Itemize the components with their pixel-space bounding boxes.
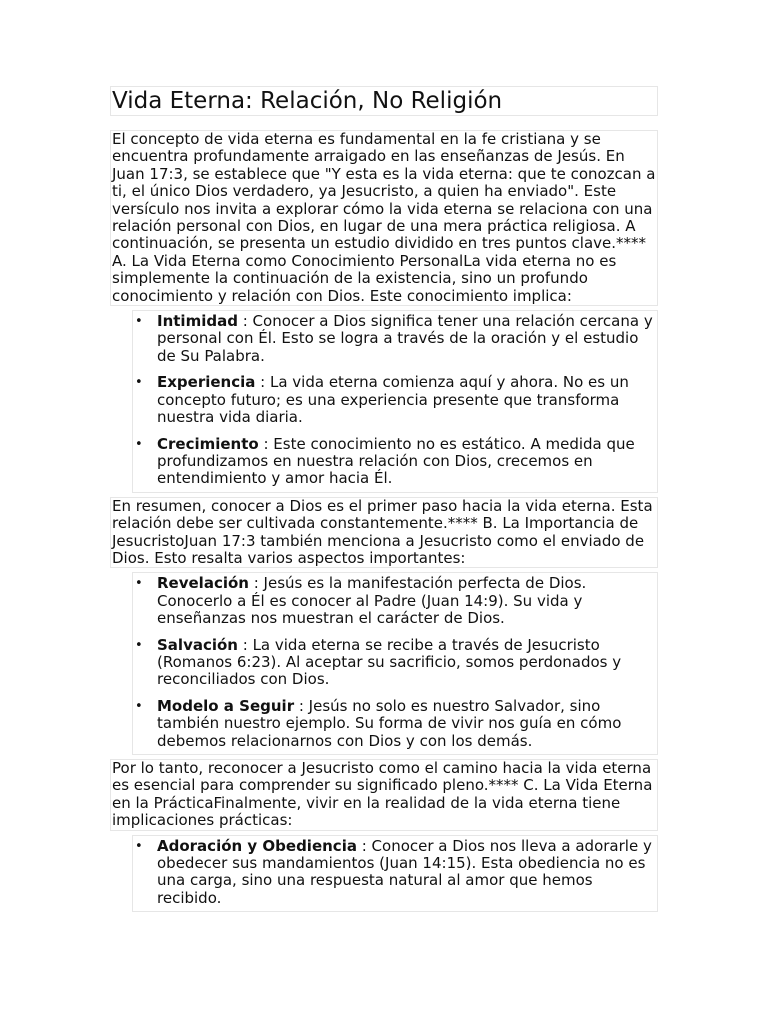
intro-paragraph: El concepto de vida eterna es fundamental en la fe cristiana y se encuentra profundamente arraigado en las enseñanzas de Jesús. En Juan 17:3, se establece que "Y esta es la vida eterna: que te conozcan a ti, el único Dios verdadero, ya Jesucristo, a quien ha enviado". Este versículo nos invita a explorar cómo la vida eterna se relaciona con una relación personal con Dios, en lugar de una mera práctica religiosa. A continuación, se presenta un estudio dividido en tres puntos clave.**** A. La Vida Eterna como Conocimiento PersonalLa vida eterna no es simplemente la continuación de la existencia, sino un profundo conocimiento y relación con Dios. Este conocimiento implica: — [110, 130, 658, 306]
list-item — [135, 373, 657, 427]
list-item — [135, 696, 657, 750]
list-c — [132, 835, 658, 913]
list-item-text: : Este conocimiento no es estático. A medida que profundizamos en nuestra relación con Dios, crecemos en entendimiento y amor hacia Él. — [157, 434, 635, 488]
list-item — [135, 434, 657, 488]
list-item — [135, 635, 657, 689]
list-item-text: : Conocer a Dios nos lleva a adorarle y obedecer sus mandamientos (Juan 14:15). Esta obediencia no es una carga, sino una respuesta natural al amor que hemos recibido. — [157, 836, 652, 907]
bullet-icon: • — [135, 375, 143, 391]
page-title: Vida Eterna: Relación, No Religión — [110, 86, 658, 116]
list-item-term: Revelación — [157, 574, 249, 593]
list-item-text: : La vida eterna se recibe a través de Jesucristo (Romanos 6:23). Al aceptar su sacrificio, somos perdonados y reconciliados con Dios. — [157, 635, 622, 689]
list-item-text: : La vida eterna comienza aquí y ahora. No es un concepto futuro; es una experiencia presente que transforma nuestra vida diaria. — [157, 373, 629, 427]
list-item — [135, 574, 657, 628]
list-item-text: : Jesús es la manifestación perfecta de Dios. Conocerlo a Él es conocer al Padre (Juan 14:9). Su vida y enseñanzas nos muestran el carácter de Dios. — [157, 574, 587, 628]
bullet-icon: • — [135, 576, 143, 592]
list-item-term: Crecimiento — [157, 434, 259, 453]
bullet-icon: • — [135, 637, 143, 653]
list-item-text: : Conocer a Dios significa tener una relación cercana y personal con Él. Esto se logra a través de la oración y el estudio de Su Palabra. — [157, 312, 653, 365]
list-item-term: Salvación — [157, 635, 238, 654]
list-item-term: Modelo a Seguir — [157, 696, 295, 715]
section-c-paragraph: Por lo tanto, reconocer a Jesucristo como el camino hacia la vida eterna es esencial para comprender su significado pleno.**** C. La Vida Eterna en la PrácticaFinalmente, vivir en la realidad de la vida eterna tiene implicaciones prácticas: — [110, 759, 658, 831]
document-page — [110, 86, 658, 916]
list-item-term: Intimidad — [157, 312, 238, 331]
list-a — [132, 310, 658, 493]
bullet-icon: • — [135, 698, 143, 714]
bullet-icon: • — [135, 838, 143, 854]
list-item — [135, 836, 657, 908]
section-b-paragraph: En resumen, conocer a Dios es el primer paso hacia la vida eterna. Esta relación debe ser cultivada constantemente.**** B. La Importancia de JesucristoJuan 17:3 también menciona a Jesucristo como el enviado de Dios. Esto resalta varios aspectos importantes: — [110, 497, 658, 569]
list-b — [132, 572, 658, 755]
list-item-term: Adoración y Obediencia — [157, 836, 357, 855]
list-item-term: Experiencia — [157, 373, 256, 392]
list-item — [135, 312, 657, 365]
bullet-icon: • — [135, 314, 143, 330]
bullet-icon: • — [135, 436, 143, 452]
list-item-text: : Jesús no solo es nuestro Salvador, sino también nuestro ejemplo. Su forma de vivir nos guía en cómo debemos relacionarnos con Dios y con los demás. — [157, 696, 622, 750]
